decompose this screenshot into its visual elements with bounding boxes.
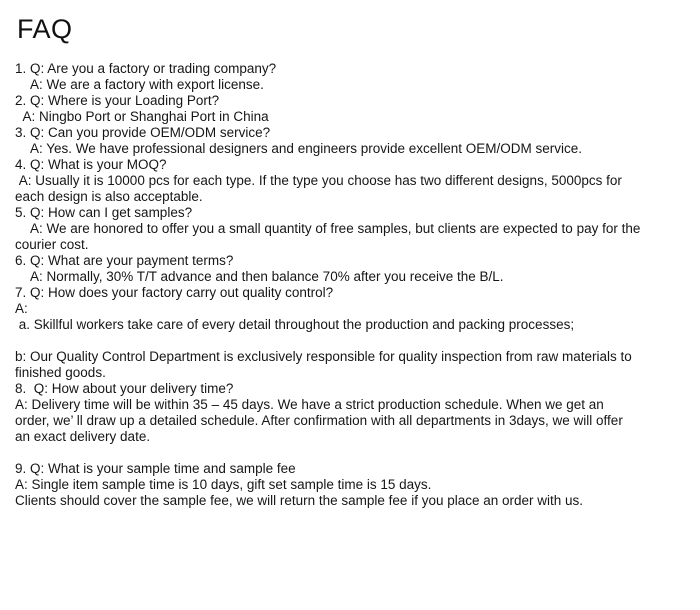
faq-line: 1. Q: Are you a factory or trading company? (15, 61, 277, 76)
faq-line: 5. Q: How can I get samples? (15, 205, 193, 220)
faq-line: A: Normally, 30% T/T advance and then balance 70% after you receive the B/L. (15, 269, 504, 284)
faq-line: 4. Q: What is your MOQ? (15, 157, 167, 172)
faq-line: A: Ningbo Port or Shanghai Port in China (15, 109, 269, 124)
faq-line: 2. Q: Where is your Loading Port? (15, 93, 220, 108)
faq-line: A: We are honored to offer you a small quantity of free samples, but clients are expected to pay for the (15, 221, 641, 236)
faq-line: a. Skillful workers take care of every detail throughout the production and packing processes; (15, 317, 575, 332)
faq-line: 9. Q: What is your sample time and sample fee (15, 461, 296, 476)
faq-line: courier cost. (15, 237, 89, 252)
faq-line: A: (15, 301, 28, 316)
faq-line: 6. Q: What are your payment terms? (15, 253, 234, 268)
faq-line: order, we’ ll draw up a detailed schedule. After confirmation with all departments in 3days, we will offer (15, 413, 623, 428)
faq-line: each design is also acceptable. (15, 189, 203, 204)
faq-line: finished goods. (15, 365, 106, 380)
faq-line: A: Single item sample time is 10 days, gift set sample time is 15 days. (15, 477, 432, 492)
faq-line: A: Yes. We have professional designers and engineers provide excellent OEM/ODM service. (15, 141, 583, 156)
faq-line: A: We are a factory with export license. (15, 77, 264, 92)
faq-line: A: Usually it is 10000 pcs for each type. If the type you choose has two different designs, 5000pcs for (15, 173, 622, 188)
faq-line: 8. Q: How about your delivery time? (15, 381, 234, 396)
faq-line: Clients should cover the sample fee, we will return the sample fee if you place an order with us. (15, 493, 584, 508)
faq-line: 3. Q: Can you provide OEM/ODM service? (15, 125, 271, 140)
faq-line: b: Our Quality Control Department is exclusively responsible for quality inspection from raw materials to (15, 349, 632, 364)
faq-body (15, 61, 688, 509)
faq-line: 7. Q: How does your factory carry out quality control? (15, 285, 334, 300)
faq-line (15, 333, 688, 349)
faq-line: A: Delivery time will be within 35 – 45 days. We have a strict production schedule. When we get an (15, 397, 604, 412)
page-title: FAQ (17, 14, 73, 44)
faq-line (15, 445, 688, 461)
faq-line: an exact delivery date. (15, 429, 151, 444)
